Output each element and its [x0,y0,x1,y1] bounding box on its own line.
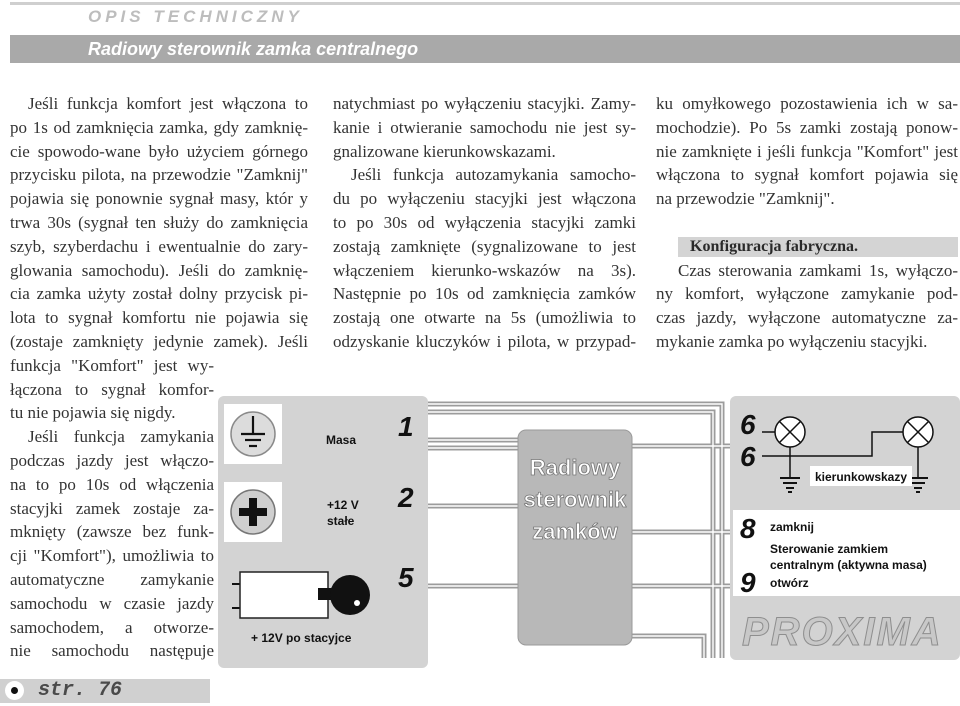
text-column-3 [656,92,958,354]
text-line: trwa 30s (sygnał ten służy do zamknięcia [10,212,308,232]
text-line: włączona to sygnał komfort pojawia się [656,165,958,185]
controller-label-line: sterownik [523,487,627,512]
text-line: to po 30s od wyłączenia stacyjki zamki [333,212,636,232]
text-line: gnalizowane kierunkowskazami. [333,141,556,161]
text-line: cji "Komfort"), umożliwia to [10,546,214,566]
text-line: mochodzie). Po 5s zamki zostają ponow- [656,117,958,137]
text-line: po 1s od zamknięcia zamka, gdy zamknię- [10,117,308,137]
bullet-dot [11,687,18,694]
text-line: glowania samochodu). Jeśli do zamknię- [10,260,308,280]
text-line: zostają zamknięte (sygnalizowane to jest [333,236,636,256]
text-line: cie spowodo-wane było użyciem górnego [10,141,308,161]
text-line: kanie i otwieranie samochodu nie jest sy- [333,117,636,137]
central-lock-label-line1: Sterowanie zamkiem [770,542,889,556]
text-line: ku omyłkowego pozostawienia ich w sa- [656,94,958,113]
text-line: podczas jazdy jest włączo- [10,450,214,470]
text-line: odzyskanie kluczyków i pilota, w przypad- [333,331,636,351]
indicator-lamp-icon [775,417,805,447]
pin-8: 8 [740,513,756,544]
pin-9: 9 [740,567,756,598]
controller-label-line: Radiowy [529,455,621,480]
text-line: przycisku pilota, na przewodzie "Zamknij" [10,165,308,185]
text-line: Następnie po 10s od zamknięcia zamków [333,284,636,304]
text-line: cia zamka użyty został dolny przycisk pi- [10,284,308,304]
text-line: szyb, szyberdachu i ewentualnie do zary- [10,236,308,256]
text-line: Jeśli funkcja zamykania [28,427,214,447]
pin-1: 1 [398,411,414,442]
text-line: czas jazdy, wyłączone automatyczne za- [656,308,958,328]
bullet-icon [5,681,24,700]
text-line: Jeśli funkcja komfort jest włączona to [28,94,308,113]
text-line: (zostaje zamknięty jedynie zamek). Jeśli [10,331,308,351]
open-label: otwórz [770,576,809,590]
pin-6: 6 [740,441,756,472]
text-line: zostają one otwarte na 5s (umożliwia to [333,308,636,328]
text-line: na przewodzie "Zamknij". [656,189,835,209]
text-line: samochodu w czasie jazdy [10,593,214,613]
text-line: tu nie pojawia się nigdy. [10,403,176,423]
text-line: pojawia się ponownie sygnał masy, któr y [10,189,308,209]
plus-label-constant: stałe [327,514,355,528]
text-column-1 [10,92,308,663]
wire [632,636,704,658]
ground-label: Masa [326,433,357,447]
indicator-lamp-icon [903,417,933,447]
pin-5: 5 [398,562,414,593]
brand-logo: PROXIMA [742,610,943,654]
text-line: Czas sterowania zamkami 1s, wyłączo- [678,260,958,280]
text-line: natychmiast po wyłączeniu stacyjki. Zamy- [333,94,636,113]
factory-heading-row [656,235,958,259]
text-line: lota to sygnał komfortu nie pojawia się [10,308,308,328]
close-label: zamknij [770,520,815,534]
text-line: Jeśli funkcja autozamykania samocho- [351,165,636,185]
text-line: nie samochodu następuje [10,641,214,661]
text-line: automatyczne zamykanie [10,569,214,589]
blank-line [656,211,958,235]
text-column-2 [333,92,636,354]
text-line: mknięty (zawsze bez funk- [10,522,214,542]
section-title: OPIS TECHNICZNY [88,7,303,26]
indicators-label: kierunkowskazy [814,470,908,484]
text-line: łączona to sygnał komfor- [10,379,214,399]
text-line: stacyjki zamek zostaje za- [10,498,214,518]
text-line: nie zamknięte i jeśli funkcja "Komfort" jest [656,141,958,161]
central-lock-label-line2: centralnym (aktywna masa) [770,558,927,572]
controller-label-line: zamków [532,519,618,544]
text-line: ny komfort, wyłączone zamykanie pod- [656,284,958,304]
wire [632,636,704,658]
ignition-label: + 12V po stacyjce [251,631,352,645]
plus-label-voltage: +12 V [327,498,359,512]
text-line: na to po 10s od włączenia [10,474,214,494]
text-line: mykanie zamka po wyłączeniu stacyjki. [656,331,928,351]
page-title: Radiowy sterownik zamka centralnego [88,39,419,59]
text-line: funkcja "Komfort" jest wy- [10,355,214,375]
factory-settings-heading: Konfiguracja fabryczna. [678,237,958,257]
text-line: włączeniem kierunko-wskazów na 3s). [333,260,636,280]
page-number: str. 76 [38,679,123,702]
pin-6: 6 [740,409,756,440]
pin-2: 2 [398,482,414,513]
text-line: samochodem, a otworze- [10,617,214,637]
text-line: du po wyłączeniu stacyjki jest włączona [333,189,636,209]
